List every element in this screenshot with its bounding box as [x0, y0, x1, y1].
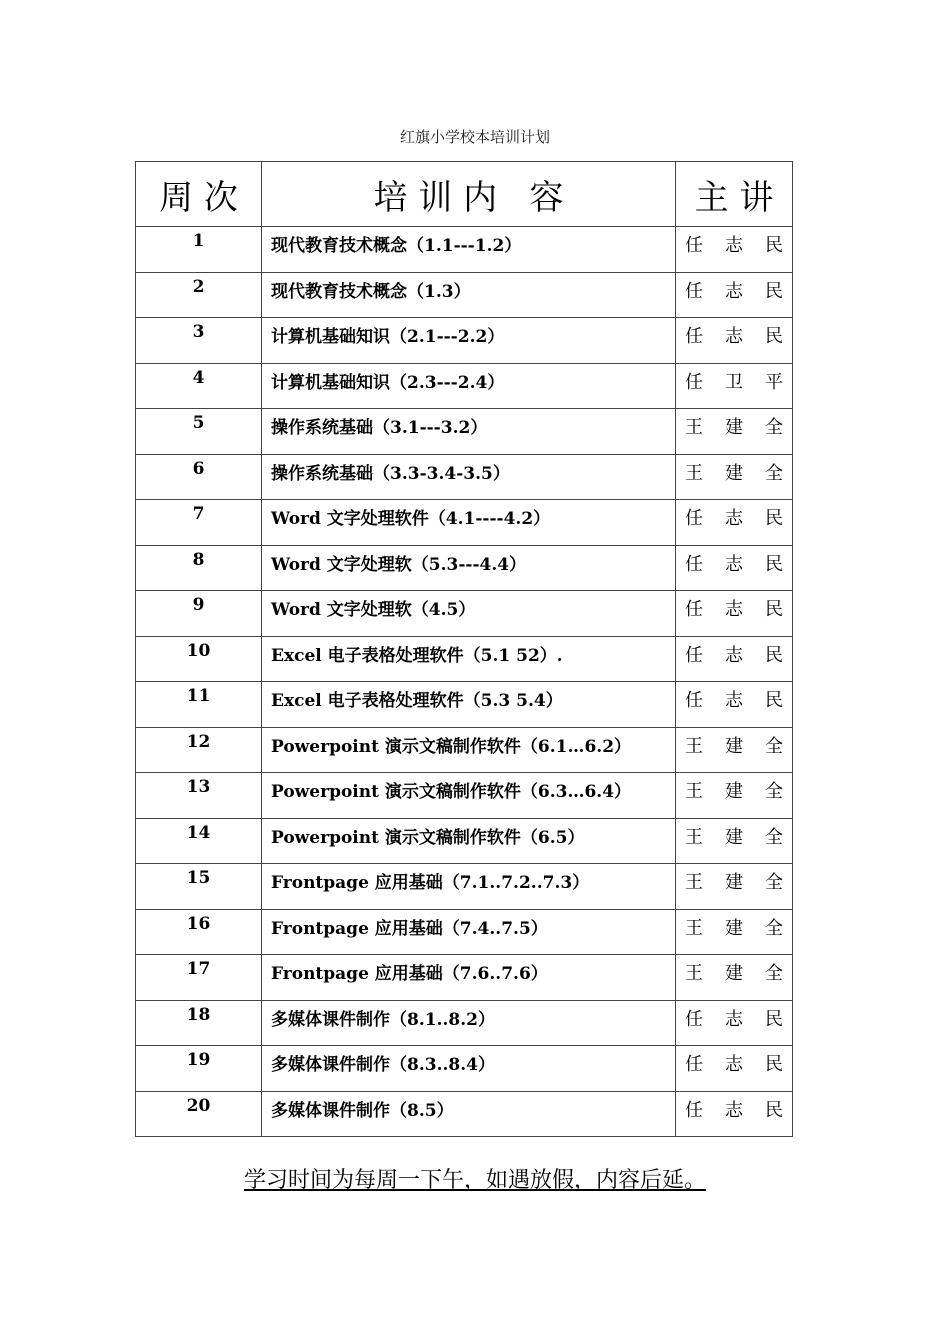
speaker-cell-text: 王 建 全 [685, 826, 783, 848]
week-cell [136, 955, 262, 1001]
week-cell-text: 10 [186, 640, 211, 661]
week-cell [136, 682, 262, 728]
speaker-cell [676, 818, 793, 864]
header-week: 周 次 [136, 162, 262, 227]
content-cell [262, 363, 676, 409]
week-cell-text: 8 [192, 549, 205, 570]
content-cell-text: 多媒体课件制作（8.1..8.2） [271, 1009, 495, 1030]
week-cell-text: 13 [186, 777, 211, 797]
content-cell [262, 318, 676, 364]
header-speaker: 主 讲 [676, 162, 793, 227]
speaker-cell-text: 王 建 全 [685, 462, 783, 484]
table-row [136, 636, 793, 682]
speaker-cell-text: 任 志 民 [685, 1099, 783, 1121]
content-cell [262, 636, 676, 682]
content-cell [262, 454, 676, 500]
table-row [136, 727, 793, 773]
content-cell-text: Frontpage 应用基础（7.1..7.2..7.3） [271, 873, 590, 893]
speaker-cell-text: 任 志 民 [685, 644, 783, 666]
table-row [136, 500, 793, 546]
content-cell [262, 1000, 676, 1046]
speaker-cell-text: 任 志 民 [685, 1054, 783, 1075]
week-cell-text: 3 [192, 322, 205, 342]
content-cell-text: Powerpoint 演示文稿制作软件（6.5） [271, 827, 585, 848]
week-cell-text: 11 [186, 686, 211, 706]
week-cell-text: 4 [192, 367, 205, 388]
week-cell [136, 545, 262, 591]
table-row [136, 1091, 793, 1137]
content-cell-text: Word 文字处理软（5.3---4.4） [271, 554, 527, 575]
week-cell [136, 318, 262, 364]
speaker-cell [676, 318, 793, 364]
week-cell-text: 14 [186, 822, 211, 843]
week-cell [136, 727, 262, 773]
header-content: 培 训 内 容 [262, 162, 676, 227]
speaker-cell-text: 王 建 全 [685, 872, 783, 893]
speaker-cell-text: 任 志 民 [685, 280, 783, 302]
speaker-cell [676, 363, 793, 409]
content-cell-text: Word 文字处理软件（4.1----4.2） [271, 509, 551, 529]
week-cell [136, 773, 262, 819]
week-cell-text: 12 [186, 731, 211, 752]
speaker-cell-text: 任 志 民 [685, 235, 783, 256]
content-cell [262, 500, 676, 546]
content-cell-text: 计算机基础知识（2.3---2.4） [271, 372, 505, 393]
table-row [136, 1000, 793, 1046]
content-cell [262, 409, 676, 455]
speaker-cell [676, 545, 793, 591]
content-cell-text: Excel 电子表格处理软件（5.3 5.4） [271, 691, 563, 711]
table-header-row [136, 162, 793, 227]
content-cell-text: 操作系统基础（3.3-3.4-3.5） [271, 463, 510, 484]
week-cell-text: 6 [192, 458, 205, 479]
table-row [136, 818, 793, 864]
week-cell-text: 15 [186, 868, 211, 888]
week-cell-text: 20 [186, 1095, 211, 1116]
speaker-cell [676, 227, 793, 273]
table-row [136, 363, 793, 409]
week-cell [136, 409, 262, 455]
content-cell-text: 现代教育技术概念（1.3） [271, 281, 471, 302]
week-cell [136, 1046, 262, 1092]
content-cell-text: 计算机基础知识（2.1---2.2） [271, 327, 505, 347]
table-row [136, 909, 793, 955]
speaker-cell-text: 任 志 民 [685, 553, 783, 575]
speaker-cell [676, 636, 793, 682]
content-cell [262, 591, 676, 637]
content-cell [262, 227, 676, 273]
speaker-cell-text: 任 志 民 [685, 326, 783, 347]
speaker-cell [676, 454, 793, 500]
training-schedule-table [135, 161, 793, 1137]
week-cell [136, 818, 262, 864]
content-cell-text: 多媒体课件制作（8.5） [271, 1100, 454, 1121]
week-cell [136, 1000, 262, 1046]
content-cell [262, 1091, 676, 1137]
week-cell [136, 500, 262, 546]
footer-note [0, 1163, 950, 1194]
speaker-cell-text: 王 建 全 [685, 963, 783, 984]
table-row [136, 545, 793, 591]
content-cell-text: Frontpage 应用基础（7.4..7.5） [271, 918, 548, 939]
week-cell [136, 227, 262, 273]
content-cell [262, 272, 676, 318]
speaker-cell-text: 任 志 民 [685, 599, 783, 620]
table-row [136, 318, 793, 364]
content-cell-text: Excel 电子表格处理软件（5.1 52）. [271, 645, 563, 666]
speaker-cell [676, 500, 793, 546]
table-row [136, 1046, 793, 1092]
speaker-cell [676, 409, 793, 455]
table-row [136, 864, 793, 910]
speaker-cell-text: 任 志 民 [685, 690, 783, 711]
content-cell-text: Powerpoint 演示文稿制作软件（6.1…6.2） [271, 736, 632, 757]
content-cell [262, 909, 676, 955]
content-cell [262, 955, 676, 1001]
speaker-cell-text: 任 志 民 [685, 508, 783, 529]
content-cell [262, 818, 676, 864]
week-cell [136, 1091, 262, 1137]
table-row [136, 591, 793, 637]
speaker-cell-text: 王 建 全 [685, 735, 783, 757]
speaker-cell-text: 王 建 全 [685, 417, 783, 438]
table-row [136, 773, 793, 819]
week-cell [136, 363, 262, 409]
footer-text: 学习时间为每周一下午，如遇放假，内容后延。 [243, 1168, 706, 1193]
speaker-cell [676, 1046, 793, 1092]
table-row [136, 227, 793, 273]
speaker-cell [676, 272, 793, 318]
week-cell-text: 9 [192, 595, 205, 615]
content-cell [262, 864, 676, 910]
week-cell-text: 5 [192, 413, 205, 433]
content-cell-text: 多媒体课件制作（8.3..8.4） [271, 1055, 495, 1075]
speaker-cell [676, 909, 793, 955]
content-cell [262, 1046, 676, 1092]
speaker-cell-text: 王 建 全 [685, 917, 783, 939]
content-cell [262, 545, 676, 591]
week-cell-text: 16 [186, 913, 211, 934]
week-cell [136, 864, 262, 910]
speaker-cell-text: 王 建 全 [685, 781, 783, 802]
table-row [136, 955, 793, 1001]
table-row [136, 682, 793, 728]
speaker-cell [676, 773, 793, 819]
table-row [136, 409, 793, 455]
week-cell [136, 636, 262, 682]
week-cell [136, 909, 262, 955]
week-cell-text: 2 [192, 276, 205, 297]
content-cell [262, 773, 676, 819]
week-cell [136, 272, 262, 318]
content-cell-text: Powerpoint 演示文稿制作软件（6.3…6.4） [271, 782, 632, 802]
speaker-cell [676, 864, 793, 910]
week-cell-text: 17 [186, 959, 211, 979]
speaker-cell [676, 1091, 793, 1137]
document-title: 红旗小学校本培训计划 [399, 128, 550, 146]
week-cell-text: 19 [186, 1050, 211, 1070]
speaker-cell [676, 727, 793, 773]
week-cell [136, 454, 262, 500]
week-cell-text: 1 [192, 231, 205, 251]
week-cell [136, 591, 262, 637]
speaker-cell [676, 591, 793, 637]
speaker-cell-text: 任 卫 平 [685, 371, 783, 393]
speaker-cell [676, 682, 793, 728]
content-cell [262, 727, 676, 773]
week-cell-text: 7 [192, 504, 205, 524]
content-cell [262, 682, 676, 728]
speaker-cell-text: 任 志 民 [685, 1008, 783, 1030]
week-cell-text: 18 [186, 1004, 211, 1025]
speaker-cell [676, 1000, 793, 1046]
speaker-cell [676, 955, 793, 1001]
content-cell-text: 操作系统基础（3.1---3.2） [271, 418, 488, 438]
table-row [136, 272, 793, 318]
content-cell-text: Word 文字处理软（4.5） [271, 600, 476, 620]
table-row [136, 454, 793, 500]
content-cell-text: 现代教育技术概念（1.1---1.2） [271, 236, 522, 256]
content-cell-text: Frontpage 应用基础（7.6..7.6） [271, 964, 548, 984]
